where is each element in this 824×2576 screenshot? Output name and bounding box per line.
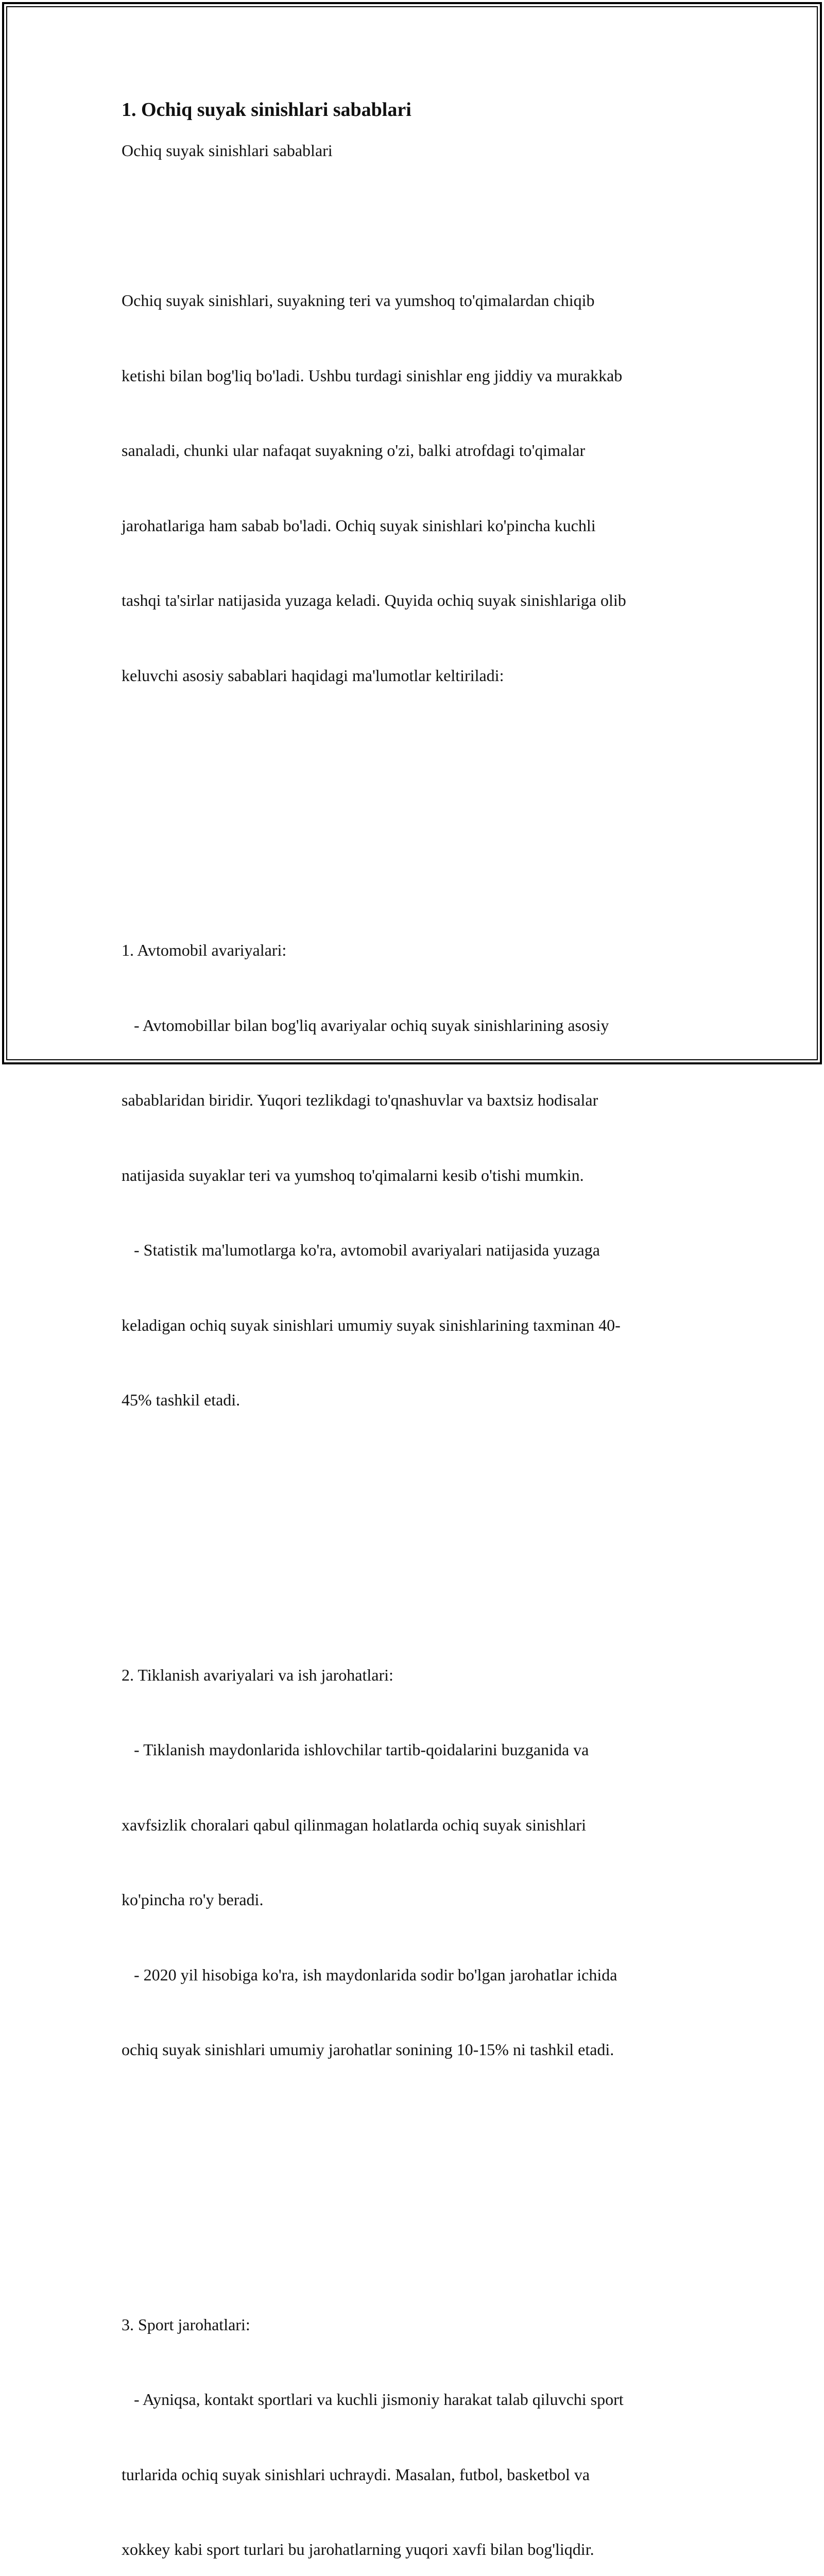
text-line: keladigan ochiq suyak sinishlari umumiy suyak sinishlarining taxminan 40- bbox=[122, 1313, 626, 1338]
text-line: - Statistik ma'lumotlarga ko'ra, avtomobil avariyalari natijasida yuzaga bbox=[122, 1238, 626, 1263]
section-3 bbox=[122, 2262, 626, 2576]
text-line: ochiq suyak sinishlari umumiy jarohatlar sonining 10-15% ni tashkil etadi. bbox=[122, 2037, 626, 2062]
text-line: 45% tashkil etadi. bbox=[122, 1387, 626, 1413]
text-line: ketishi bilan bog'liq bo'ladi. Ushbu turdagi sinishlar eng jiddiy va murakkab bbox=[122, 363, 626, 388]
intro-paragraph bbox=[122, 238, 626, 738]
text-line: - Ayniqsa, kontakt sportlari va kuchli jismoniy harakat talab qiluvchi sport bbox=[122, 2387, 626, 2412]
section-heading: 1. Avtomobil avariyalari: bbox=[122, 938, 626, 963]
section-heading: 2. Tiklanish avariyalari va ish jarohatlari: bbox=[122, 1663, 626, 1688]
text-line: sabablaridan biridir. Yuqori tezlikdagi to'qnashuvlar va baxtsiz hodisalar bbox=[122, 1088, 626, 1113]
text-line: xokkey kabi sport turlari bu jarohatlarning yuqori xavfi bilan bog'liqdir. bbox=[122, 2537, 626, 2562]
document-subtitle: Ochiq suyak sinishlari sabablari bbox=[122, 138, 333, 163]
text-line: Ochiq suyak sinishlari, suyakning teri va yumshoq to'qimalardan chiqib bbox=[122, 288, 626, 313]
document-body bbox=[122, 188, 626, 2576]
text-line: - Avtomobillar bilan bog'liq avariyalar ochiq suyak sinishlarining asosiy bbox=[122, 1013, 626, 1038]
text-line: xavfsizlik choralari qabul qilinmagan holatlarda ochiq suyak sinishlari bbox=[122, 1812, 626, 1838]
text-line: sanaladi, chunki ular nafaqat suyakning o'zi, balki atrofdagi to'qimalar bbox=[122, 438, 626, 463]
text-line: ko'pincha ro'y beradi. bbox=[122, 1887, 626, 1912]
section-1 bbox=[122, 888, 626, 1463]
paragraph-gap bbox=[122, 788, 626, 813]
paragraph-gap bbox=[122, 2162, 626, 2188]
text-line: tashqi ta'sirlar natijasida yuzaga keladi. Quyida ochiq suyak sinishlariga olib bbox=[122, 588, 626, 613]
paragraph-gap bbox=[122, 1513, 626, 1538]
section-2 bbox=[122, 1613, 626, 2112]
text-line: natijasida suyaklar teri va yumshoq to'qimalarni kesib o'tishi mumkin. bbox=[122, 1163, 626, 1188]
document-title: 1. Ochiq suyak sinishlari sabablari bbox=[122, 97, 411, 123]
section-heading: 3. Sport jarohatlari: bbox=[122, 2312, 626, 2337]
text-line: - Tiklanish maydonlarida ishlovchilar tartib-qoidalarini buzganida va bbox=[122, 1737, 626, 1762]
text-line: keluvchi asosiy sabablari haqidagi ma'lumotlar keltiriladi: bbox=[122, 663, 626, 688]
text-line: - 2020 yil hisobiga ko'ra, ish maydonlarida sodir bo'lgan jarohatlar ichida bbox=[122, 1962, 626, 1988]
text-line: turlarida ochiq suyak sinishlari uchraydi. Masalan, futbol, basketbol va bbox=[122, 2462, 626, 2487]
text-line: jarohatlariga ham sabab bo'ladi. Ochiq suyak sinishlari ko'pincha kuchli bbox=[122, 513, 626, 538]
